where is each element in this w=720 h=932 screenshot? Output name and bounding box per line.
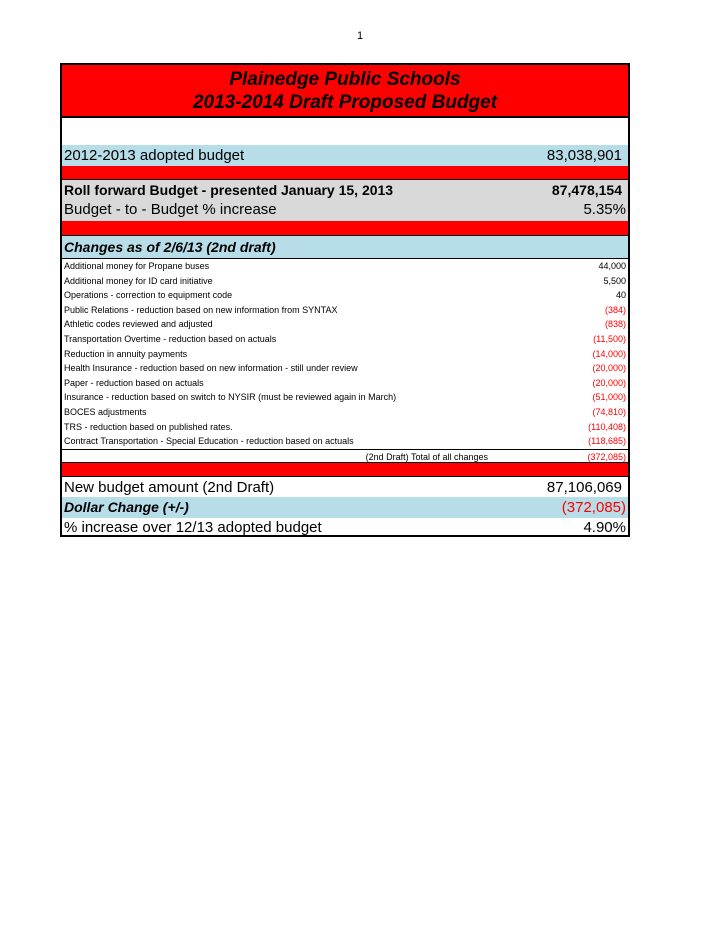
total-changes-label: (2nd Draft) Total of all changes — [365, 452, 488, 462]
roll-forward-value: 87,478,154 — [551, 182, 622, 198]
list-item — [62, 405, 628, 420]
change-label: Paper - reduction based on actuals — [64, 377, 204, 388]
page-number: 1 — [356, 30, 364, 42]
separator-band — [62, 221, 628, 235]
list-item — [62, 361, 628, 376]
list-item — [62, 259, 628, 274]
change-value: (384) — [604, 304, 626, 315]
pct-increase-value: 4.90% — [583, 519, 626, 536]
separator-band — [62, 166, 628, 179]
change-label: Reduction in annuity payments — [64, 348, 188, 359]
budget-increase-value: 5.35% — [583, 201, 626, 218]
change-value: (11,500) — [593, 334, 626, 344]
change-label: Athletic codes reviewed and adjusted — [64, 319, 213, 330]
dollar-change-value: (372,085) — [561, 499, 626, 516]
adopted-budget-value: 83,038,901 — [546, 147, 622, 164]
total-changes-value: (372,085) — [587, 452, 626, 462]
page-title: Plainedge Public Schools — [229, 69, 461, 90]
list-item — [62, 274, 628, 289]
change-label: Additional money for Propane buses — [64, 261, 210, 271]
new-budget-label: New budget amount (2nd Draft) — [64, 479, 275, 496]
change-label: Health Insurance - reduction based on new information - still under review — [64, 363, 358, 374]
dollar-change-row — [62, 497, 628, 518]
change-value: (14,000) — [592, 348, 626, 359]
roll-forward-label: Roll forward Budget - presented January 15, 2013 — [64, 182, 394, 198]
adopted-budget-row — [62, 145, 628, 166]
budget-sheet — [60, 63, 630, 537]
change-label: Transportation Overtime - reduction based on actuals — [64, 334, 277, 344]
dollar-change-label: Dollar Change (+/-) — [64, 499, 189, 515]
new-budget-row — [62, 476, 628, 497]
change-label: Operations - correction to equipment code — [64, 290, 233, 301]
list-item — [62, 288, 628, 303]
list-item — [62, 332, 628, 347]
budget-increase-row — [62, 199, 628, 221]
change-value: 44,000 — [598, 261, 626, 271]
change-value: (118,685) — [588, 436, 626, 447]
change-value: (74,810) — [592, 407, 626, 417]
change-value: (110,408) — [588, 421, 626, 432]
roll-forward-row — [62, 179, 628, 199]
list-item — [62, 317, 628, 332]
adopted-budget-label: 2012-2013 adopted budget — [64, 147, 245, 164]
separator-band — [62, 462, 628, 476]
list-item — [62, 434, 628, 449]
change-value: 40 — [615, 290, 626, 301]
pct-increase-row — [62, 518, 628, 537]
list-item — [62, 420, 628, 435]
list-item — [62, 303, 628, 318]
list-item — [62, 376, 628, 391]
new-budget-value: 87,106,069 — [546, 479, 622, 496]
changes-heading-row — [62, 235, 628, 259]
budget-increase-label: Budget - to - Budget % increase — [64, 201, 277, 218]
change-label: Insurance - reduction based on switch to NYSIR (must be reviewed again in March) — [64, 392, 397, 403]
change-value: (838) — [604, 319, 626, 330]
change-label: Contract Transportation - Special Education - reduction based on actuals — [64, 436, 354, 447]
change-label: TRS - reduction based on published rates. — [64, 421, 233, 432]
changes-heading: Changes as of 2/6/13 (2nd draft) — [64, 239, 276, 255]
pct-increase-label: % increase over 12/13 adopted budget — [64, 519, 322, 536]
sheet-header — [62, 65, 628, 118]
list-item — [62, 390, 628, 405]
change-label: Additional money for ID card initiative — [64, 275, 213, 286]
change-value: (20,000) — [592, 377, 626, 388]
change-value: 5,500 — [603, 275, 626, 286]
change-label: Public Relations - reduction based on new information from SYNTAX — [64, 304, 338, 315]
list-item — [62, 347, 628, 362]
change-label: BOCES adjustments — [64, 407, 147, 417]
page-subtitle: 2013-2014 Draft Proposed Budget — [192, 92, 498, 113]
change-value: (51,000) — [592, 392, 626, 403]
change-value: (20,000) — [592, 363, 626, 374]
